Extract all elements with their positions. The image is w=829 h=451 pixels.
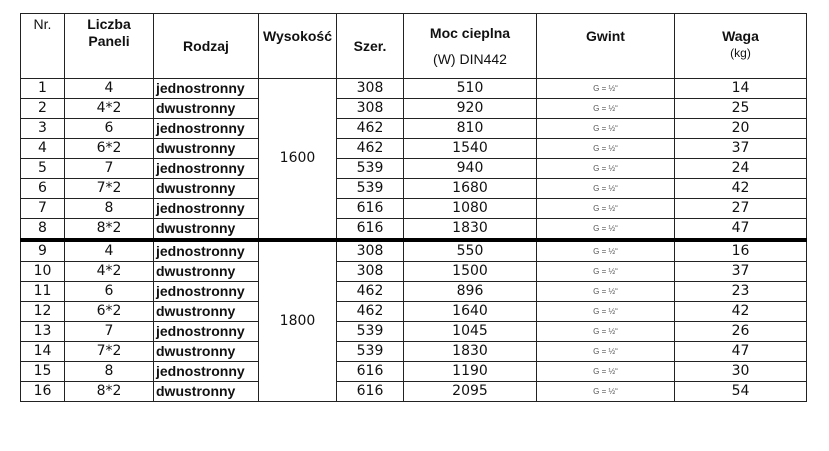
header-gwint: Gwint: [537, 14, 675, 79]
cell-gwint: G = ½“: [537, 99, 675, 119]
cell-rodzaj: dwustronny: [154, 139, 259, 159]
cell-gwint: G = ½“: [537, 382, 675, 402]
cell-gwint: G = ½“: [537, 79, 675, 99]
table-row: [21, 262, 807, 282]
cell-gwint: G = ½“: [537, 139, 675, 159]
cell-moc-cieplna: 1190: [404, 362, 537, 382]
cell-wysokosc: 1800: [259, 240, 337, 402]
cell-szer: 462: [337, 119, 404, 139]
cell-rodzaj: jednostronny: [154, 79, 259, 99]
cell-gwint: G = ½“: [537, 199, 675, 219]
cell-waga: 23: [675, 282, 807, 302]
cell-waga: 16: [675, 240, 807, 262]
cell-liczba-paneli: 8: [65, 362, 154, 382]
cell-rodzaj: dwustronny: [154, 302, 259, 322]
cell-rodzaj: dwustronny: [154, 262, 259, 282]
table-row: [21, 99, 807, 119]
cell-moc-cieplna: 810: [404, 119, 537, 139]
cell-rodzaj: dwustronny: [154, 342, 259, 362]
cell-rodzaj: dwustronny: [154, 179, 259, 199]
header-waga-unit: (kg): [730, 46, 751, 60]
cell-szer: 616: [337, 382, 404, 402]
cell-gwint: G = ½“: [537, 240, 675, 262]
cell-liczba-paneli: 6: [65, 282, 154, 302]
cell-nr: 10: [21, 262, 65, 282]
cell-moc-cieplna: 550: [404, 240, 537, 262]
cell-waga: 24: [675, 159, 807, 179]
cell-nr: 1: [21, 79, 65, 99]
table-row: [21, 119, 807, 139]
cell-liczba-paneli: 4: [65, 240, 154, 262]
header-liczba-line1: Liczba: [87, 16, 131, 32]
cell-waga: 42: [675, 302, 807, 322]
cell-gwint: G = ½“: [537, 119, 675, 139]
cell-liczba-paneli: 8*2: [65, 219, 154, 241]
header-waga: [675, 14, 807, 79]
cell-szer: 616: [337, 199, 404, 219]
cell-rodzaj: jednostronny: [154, 240, 259, 262]
cell-szer: 539: [337, 342, 404, 362]
cell-nr: 11: [21, 282, 65, 302]
table-row: [21, 342, 807, 362]
table-row: [21, 240, 807, 262]
cell-waga: 25: [675, 99, 807, 119]
cell-liczba-paneli: 6*2: [65, 139, 154, 159]
cell-waga: 26: [675, 322, 807, 342]
header-wysokosc: Wysokość: [259, 14, 337, 79]
cell-rodzaj: jednostronny: [154, 282, 259, 302]
cell-nr: 4: [21, 139, 65, 159]
cell-nr: 13: [21, 322, 65, 342]
cell-liczba-paneli: 8*2: [65, 382, 154, 402]
cell-szer: 539: [337, 159, 404, 179]
cell-moc-cieplna: 510: [404, 79, 537, 99]
radiator-spec-table: [20, 13, 807, 402]
cell-nr: 14: [21, 342, 65, 362]
cell-rodzaj: jednostronny: [154, 322, 259, 342]
cell-wysokosc: 1600: [259, 79, 337, 241]
cell-gwint: G = ½“: [537, 302, 675, 322]
table-row: [21, 179, 807, 199]
table-body: [21, 79, 807, 402]
cell-moc-cieplna: 1540: [404, 139, 537, 159]
table-row: [21, 282, 807, 302]
cell-gwint: G = ½“: [537, 219, 675, 241]
cell-rodzaj: dwustronny: [154, 382, 259, 402]
cell-szer: 539: [337, 322, 404, 342]
cell-szer: 308: [337, 240, 404, 262]
cell-szer: 308: [337, 79, 404, 99]
table-row: [21, 219, 807, 241]
cell-moc-cieplna: 1640: [404, 302, 537, 322]
cell-rodzaj: jednostronny: [154, 362, 259, 382]
cell-nr: 8: [21, 219, 65, 241]
cell-liczba-paneli: 6*2: [65, 302, 154, 322]
header-waga-label: Waga: [722, 28, 759, 44]
cell-waga: 20: [675, 119, 807, 139]
cell-moc-cieplna: 1830: [404, 342, 537, 362]
header-row: [21, 14, 807, 79]
cell-szer: 462: [337, 302, 404, 322]
table-row: [21, 322, 807, 342]
radiator-spec-table-wrapper: [20, 13, 807, 402]
cell-nr: 2: [21, 99, 65, 119]
cell-nr: 7: [21, 199, 65, 219]
cell-gwint: G = ½“: [537, 159, 675, 179]
cell-waga: 30: [675, 362, 807, 382]
cell-waga: 14: [675, 79, 807, 99]
cell-moc-cieplna: 1500: [404, 262, 537, 282]
cell-moc-cieplna: 1080: [404, 199, 537, 219]
cell-liczba-paneli: 6: [65, 119, 154, 139]
cell-moc-cieplna: 940: [404, 159, 537, 179]
cell-rodzaj: jednostronny: [154, 119, 259, 139]
cell-liczba-paneli: 8: [65, 199, 154, 219]
cell-szer: 539: [337, 179, 404, 199]
cell-moc-cieplna: 1680: [404, 179, 537, 199]
table-row: [21, 302, 807, 322]
cell-nr: 16: [21, 382, 65, 402]
cell-szer: 308: [337, 262, 404, 282]
table-row: [21, 362, 807, 382]
cell-waga: 54: [675, 382, 807, 402]
cell-rodzaj: jednostronny: [154, 199, 259, 219]
cell-szer: 616: [337, 219, 404, 241]
cell-moc-cieplna: 920: [404, 99, 537, 119]
cell-rodzaj: jednostronny: [154, 159, 259, 179]
cell-nr: 9: [21, 240, 65, 262]
cell-gwint: G = ½“: [537, 179, 675, 199]
table-row: [21, 159, 807, 179]
cell-szer: 308: [337, 99, 404, 119]
header-szer: Szer.: [337, 14, 404, 79]
cell-nr: 3: [21, 119, 65, 139]
table-row: [21, 79, 807, 99]
cell-waga: 37: [675, 262, 807, 282]
cell-liczba-paneli: 4*2: [65, 262, 154, 282]
table-row: [21, 382, 807, 402]
header-moc-line1: Moc cieplna: [429, 25, 511, 41]
cell-liczba-paneli: 4*2: [65, 99, 154, 119]
header-liczba-line2: Paneli: [88, 33, 130, 49]
cell-szer: 462: [337, 282, 404, 302]
cell-moc-cieplna: 2095: [404, 382, 537, 402]
cell-rodzaj: dwustronny: [154, 219, 259, 241]
cell-liczba-paneli: 7: [65, 159, 154, 179]
cell-moc-cieplna: 1830: [404, 219, 537, 241]
header-rodzaj: Rodzaj: [154, 14, 259, 79]
cell-liczba-paneli: 7: [65, 322, 154, 342]
cell-waga: 27: [675, 199, 807, 219]
cell-nr: 15: [21, 362, 65, 382]
header-moc-line2: (W) DIN442: [433, 51, 507, 67]
cell-liczba-paneli: 4: [65, 79, 154, 99]
cell-rodzaj: dwustronny: [154, 99, 259, 119]
cell-gwint: G = ½“: [537, 342, 675, 362]
cell-waga: 47: [675, 342, 807, 362]
cell-moc-cieplna: 1045: [404, 322, 537, 342]
cell-moc-cieplna: 896: [404, 282, 537, 302]
cell-liczba-paneli: 7*2: [65, 179, 154, 199]
table-row: [21, 199, 807, 219]
cell-waga: 37: [675, 139, 807, 159]
table-row: [21, 139, 807, 159]
header-liczba-paneli: [65, 14, 154, 79]
cell-gwint: G = ½“: [537, 282, 675, 302]
cell-gwint: G = ½“: [537, 262, 675, 282]
cell-nr: 12: [21, 302, 65, 322]
cell-liczba-paneli: 7*2: [65, 342, 154, 362]
cell-gwint: G = ½“: [537, 362, 675, 382]
cell-nr: 5: [21, 159, 65, 179]
cell-waga: 47: [675, 219, 807, 241]
header-nr: Nr.: [21, 14, 65, 79]
cell-waga: 42: [675, 179, 807, 199]
cell-nr: 6: [21, 179, 65, 199]
header-moc-cieplna: [404, 14, 537, 79]
cell-szer: 462: [337, 139, 404, 159]
cell-szer: 616: [337, 362, 404, 382]
cell-gwint: G = ½“: [537, 322, 675, 342]
